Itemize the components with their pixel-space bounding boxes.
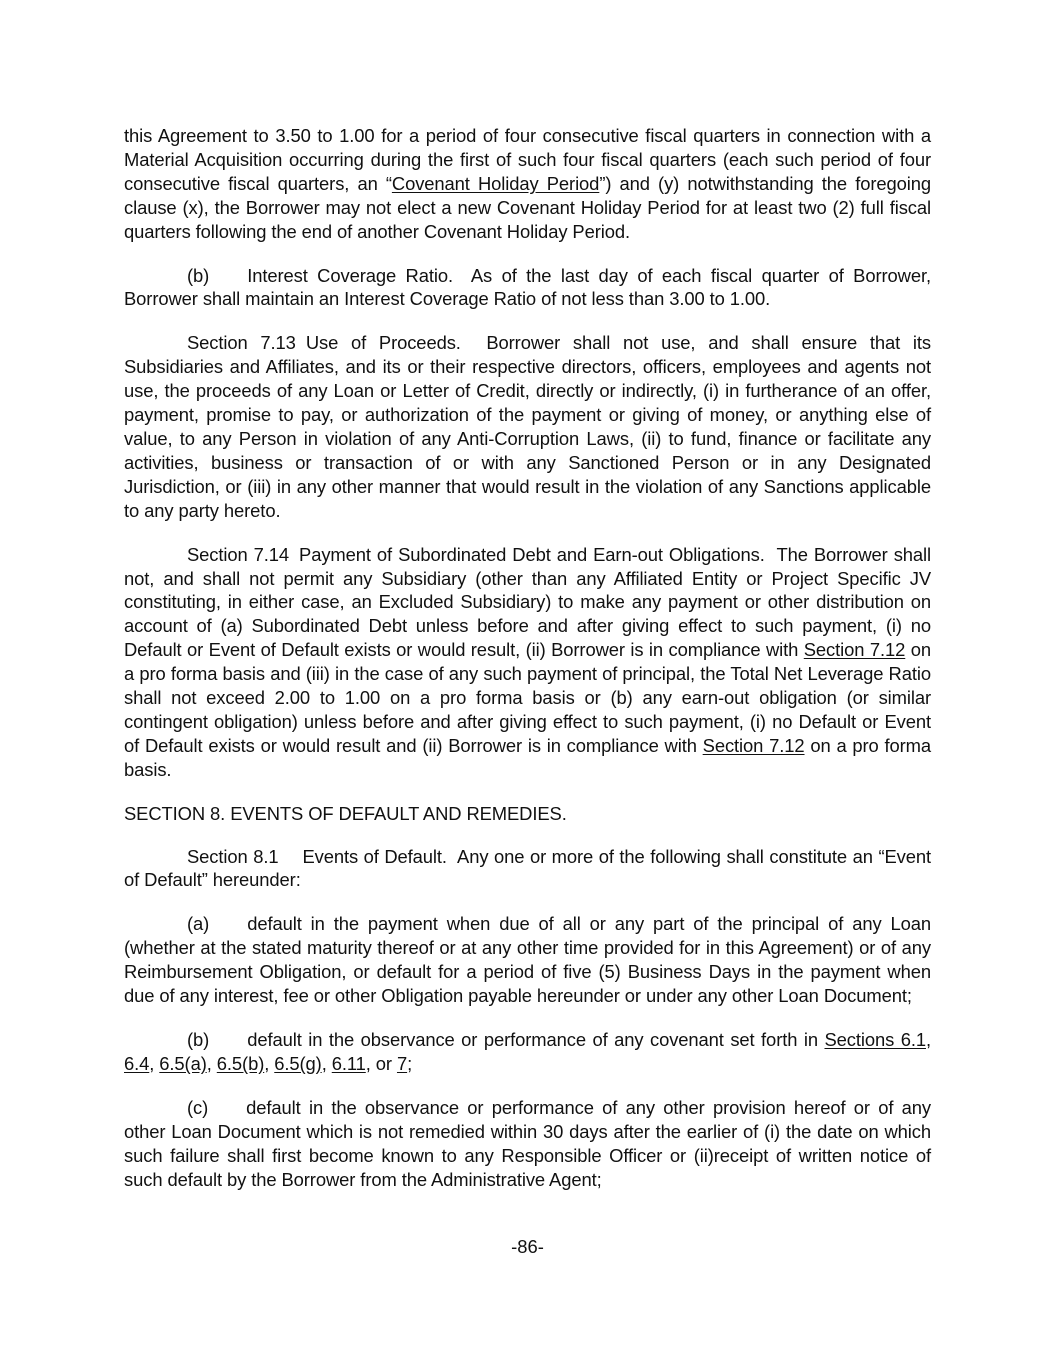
cross-reference-6-5g: 6.5(g) [274, 1052, 322, 1074]
terminator: ; [407, 1052, 413, 1074]
clause-text: default in the payment when due of all or any part of the principal of any Loan (whether at the stated maturity thereof or at any other time provided for in this Agreement) or of any Reimbursement Obligation, or default for a period of five (5) Business Days in the payment when due of any interest, fee or other Obligation payable hereunder or under any other Loan Document; [124, 913, 931, 1007]
text-run: this Agreement to 3.50 to 1.00 for a period of four consecutive fiscal quarters in connection with a Material Acquisition occurring during the first of such four fiscal quarters (each such period of four consecutive fiscal quarters, an “ [124, 125, 931, 194]
paragraph-interest-coverage-ratio [124, 264, 931, 312]
text-run: on a pro forma basis. [124, 734, 932, 780]
section-title: Payment of Subordinated Debt and Earn-out Obligations. [299, 543, 765, 565]
cross-reference-section-7-12: Section 7.12 [702, 734, 805, 756]
cross-reference-6-5a: 6.5(a) [159, 1052, 207, 1074]
cross-reference-section-7-12: Section 7.12 [803, 639, 906, 661]
separator: , or [365, 1052, 397, 1074]
separator: , [149, 1052, 160, 1074]
section-text: Any one or more of the following shall constitute an “Event of Default” hereunder: [124, 845, 931, 891]
separator: , [321, 1052, 332, 1074]
cross-reference-6-11: 6.11 [331, 1052, 366, 1074]
clause-a-payment-default [124, 912, 931, 1008]
section-text: Borrower shall not use, and shall ensure that its Subsidiaries and Affiliates, and its or their respective directors, officers, employees and agents not use, the proceeds of any Loan or Letter of Credit, directly or indirectly, (i) in furtherance of an offer, payment, promise to pay, or authorization of the payment or giving of money, or anything else of value, to any Person in violation of any Anti-Corruption Laws, (ii) to fund, finance or facilitate any activities, business or transaction of or with any Sanctioned Person or in any Designated Jurisdiction, or (iii) in any other manner that would result in the violation of any Sanctions applicable to any party hereto. [124, 332, 931, 521]
clause-text: As of the last day of each fiscal quarter of Borrower, Borrower shall maintain an Interest Coverage Ratio of not less than 3.00 to 1.00. [124, 264, 931, 310]
paragraph-covenant-holiday [124, 124, 931, 244]
section-label: Section 7.14 [187, 543, 290, 565]
separator: , [264, 1052, 275, 1074]
clause-label: (c) [187, 1096, 209, 1118]
defined-term-covenant-holiday-period: Covenant Holiday Period [391, 172, 600, 194]
separator: , [926, 1029, 932, 1050]
clause-b-covenant-default [124, 1028, 931, 1076]
section-label: Section 7.13 [187, 332, 296, 354]
section-7-14-subordinated-debt [124, 543, 931, 782]
section-title: Use of Proceeds. [305, 332, 461, 354]
section-7-13-use-of-proceeds [124, 331, 931, 522]
document-page [124, 124, 931, 1211]
text-run: ”) and (y) notwithstanding the foregoing clause (x), the Borrower may not elect a new Covenant Holiday Period for at least two (2) full fiscal quarters following the end of another Covenant Holiday Period. [124, 172, 932, 242]
cross-reference-6-4: 6.4 [124, 1052, 150, 1074]
text-run: on a pro forma basis and (iii) in the case of any such payment of principal, the Total Net Leverage Ratio shall not exceed 2.00 to 1.00 on a pro forma basis or (b) any earn-out obligation (or similar contingent obligation) unless before and after giving effect to such payment, (i) no Default or Event of Default exists or would result and (ii) Borrower is in compliance with [124, 639, 931, 756]
cross-reference-6-5b: 6.5(b) [216, 1052, 265, 1074]
clause-c-other-default [124, 1096, 931, 1192]
clause-label: (a) [187, 913, 210, 935]
section-8-1-events-of-default [124, 845, 931, 893]
page-number: -86- [511, 1236, 544, 1257]
clause-text: default in the observance or performance of any covenant set forth in [247, 1029, 825, 1050]
clause-text: default in the observance or performance of any other provision hereof or of any other Loan Document which is not remedied within 30 days after the earlier of (i) the date on which such failure shall first become known to any Responsible Officer or (ii)receipt of written notice of such default by the Borrower from the Administrative Agent; [124, 1096, 931, 1190]
cross-reference-sections-6-1: Sections 6.1 [824, 1029, 926, 1050]
section-8-heading: SECTION 8. EVENTS OF DEFAULT AND REMEDIES. [124, 802, 567, 824]
separator: , [206, 1052, 217, 1074]
cross-reference-section-7: 7 [396, 1052, 408, 1074]
clause-title: Interest Coverage Ratio. [247, 264, 453, 286]
clause-label: (b) [187, 264, 210, 286]
section-title: Events of Default. [302, 845, 447, 867]
clause-label: (b) [187, 1029, 210, 1050]
section-label: Section 8.1 [187, 845, 279, 867]
text-run: The Borrower shall not, and shall not permit any Subsidiary (other than any Affiliated Entity or Project Specific JV constituting, in either case, an Excluded Subsidiary) to make any payment or other distribution on account of (a) Subordinated Debt unless before and after giving effect to such payment, (i) no Default or Event of Default exists or would result, (ii) Borrower is in compliance with [124, 543, 932, 661]
